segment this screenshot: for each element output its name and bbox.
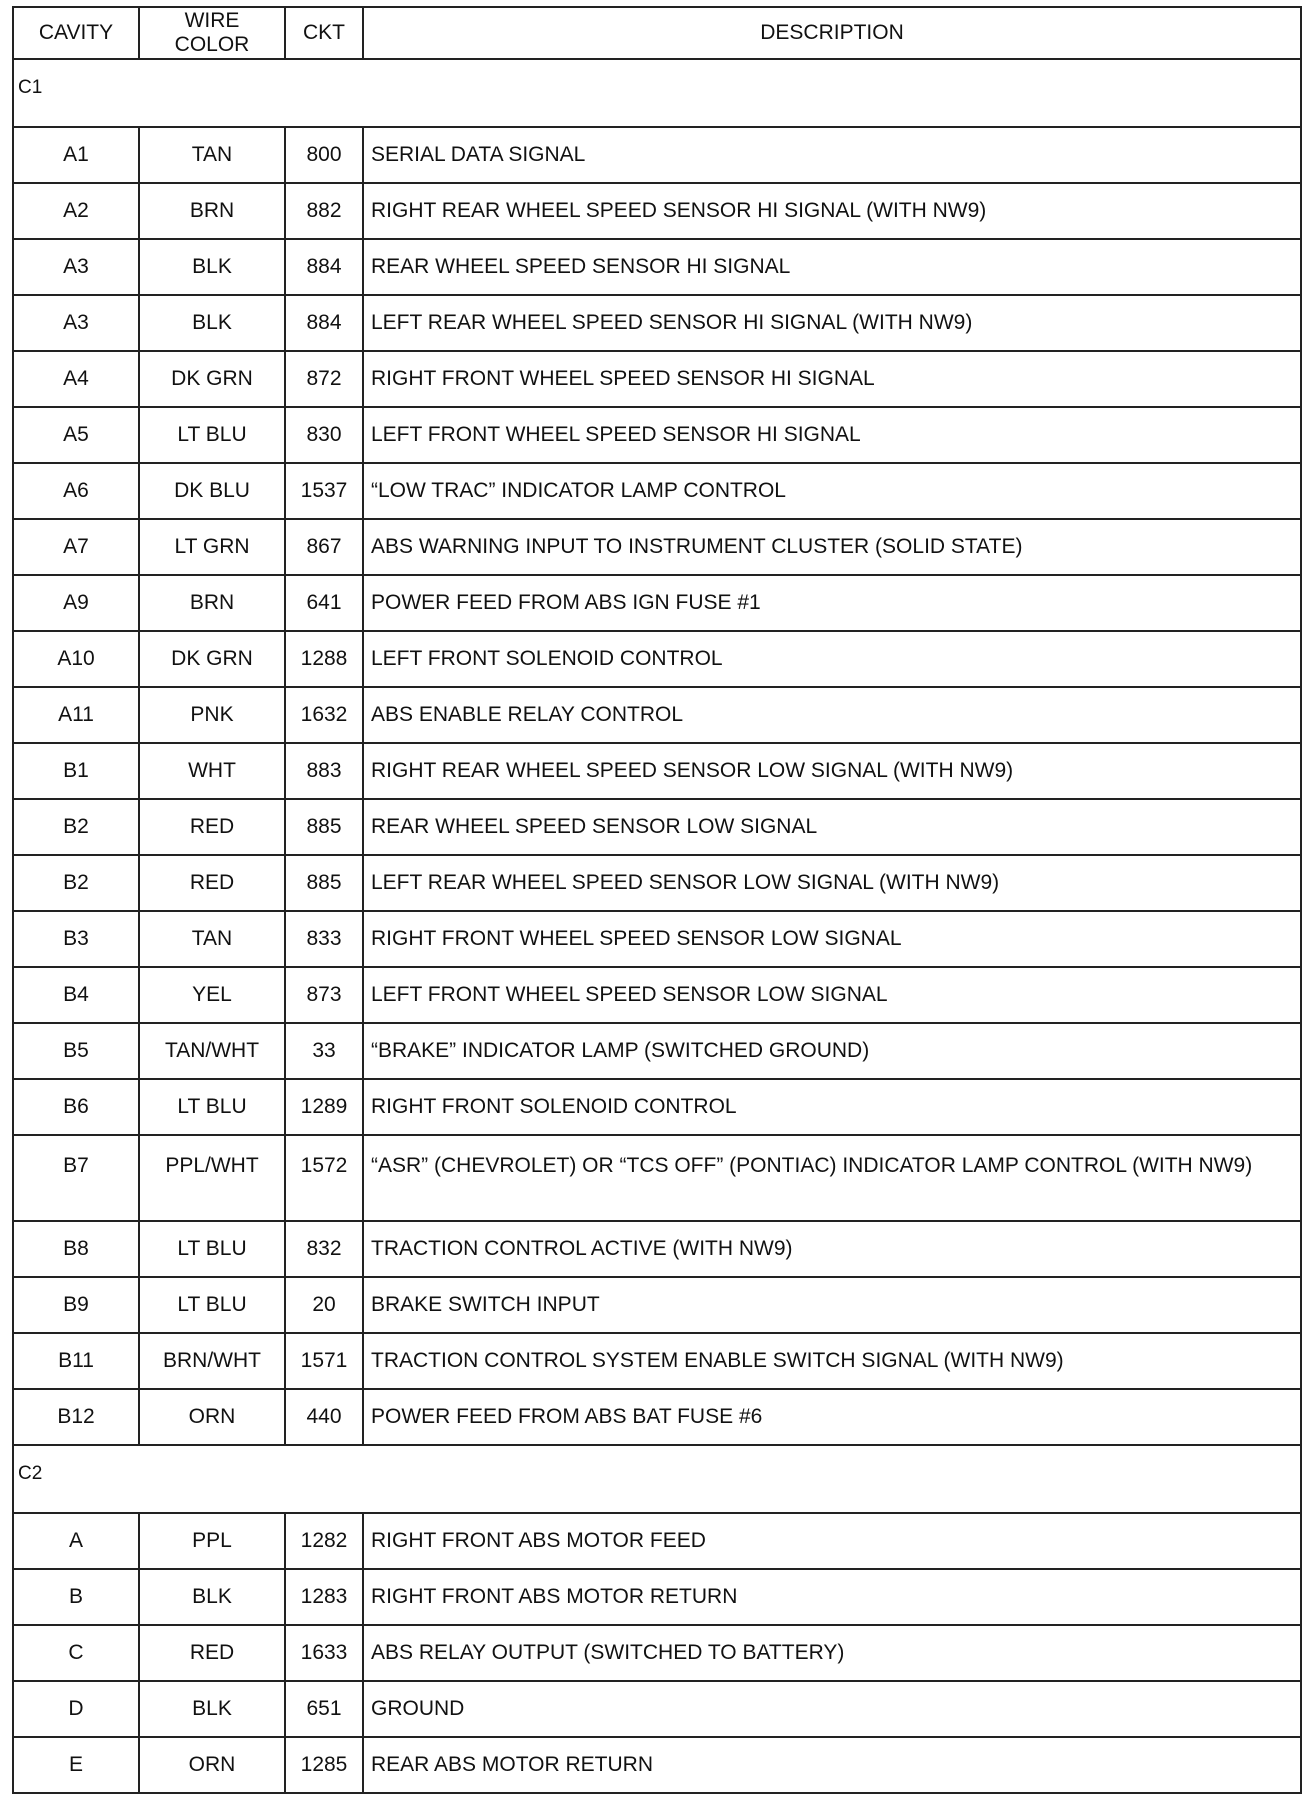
ckt-cell: 1572: [285, 1135, 363, 1221]
cavity-cell: B9: [13, 1277, 139, 1333]
ckt-cell: 1632: [285, 687, 363, 743]
header-row: [13, 7, 1301, 59]
ckt-cell: 1633: [285, 1625, 363, 1681]
wire-color-cell: TAN/WHT: [139, 1023, 285, 1079]
ckt-cell: 1288: [285, 631, 363, 687]
wire-color-cell: LT BLU: [139, 1277, 285, 1333]
table-row: [13, 1681, 1301, 1737]
table-row: [13, 575, 1301, 631]
cavity-cell: B8: [13, 1221, 139, 1277]
wire-color-cell: BRN/WHT: [139, 1333, 285, 1389]
description-cell: RIGHT REAR WHEEL SPEED SENSOR HI SIGNAL (WITH NW9): [363, 183, 1301, 239]
cavity-cell: A5: [13, 407, 139, 463]
table-row: [13, 631, 1301, 687]
description-cell: LEFT FRONT SOLENOID CONTROL: [363, 631, 1301, 687]
header-cavity: CAVITY: [13, 7, 139, 59]
connector-pinout-table: [12, 6, 1302, 1794]
table-row: [13, 1737, 1301, 1793]
description-cell: ABS ENABLE RELAY CONTROL: [363, 687, 1301, 743]
ckt-cell: 867: [285, 519, 363, 575]
cavity-cell: A2: [13, 183, 139, 239]
description-cell: TRACTION CONTROL SYSTEM ENABLE SWITCH SIGNAL (WITH NW9): [363, 1333, 1301, 1389]
ckt-cell: 1571: [285, 1333, 363, 1389]
ckt-cell: 833: [285, 911, 363, 967]
description-cell: “LOW TRAC” INDICATOR LAMP CONTROL: [363, 463, 1301, 519]
table-row: [13, 687, 1301, 743]
table-row: [13, 1333, 1301, 1389]
description-cell: ABS WARNING INPUT TO INSTRUMENT CLUSTER (SOLID STATE): [363, 519, 1301, 575]
connector-table-document: [12, 6, 1300, 1794]
ckt-cell: 885: [285, 799, 363, 855]
ckt-cell: 883: [285, 743, 363, 799]
table-row: [13, 519, 1301, 575]
wire-color-cell: BRN: [139, 575, 285, 631]
section-row: [13, 59, 1301, 127]
table-row: [13, 855, 1301, 911]
wire-color-cell: TAN: [139, 911, 285, 967]
description-cell: REAR ABS MOTOR RETURN: [363, 1737, 1301, 1793]
description-cell: “ASR” (CHEVROLET) OR “TCS OFF” (PONTIAC) INDICATOR LAMP CONTROL (WITH NW9): [363, 1135, 1301, 1221]
cavity-cell: B12: [13, 1389, 139, 1445]
cavity-cell: B4: [13, 967, 139, 1023]
ckt-cell: 1283: [285, 1569, 363, 1625]
cavity-cell: B: [13, 1569, 139, 1625]
cavity-cell: B2: [13, 799, 139, 855]
cavity-cell: D: [13, 1681, 139, 1737]
description-cell: “BRAKE” INDICATOR LAMP (SWITCHED GROUND): [363, 1023, 1301, 1079]
wire-color-cell: BLK: [139, 1681, 285, 1737]
description-cell: LEFT FRONT WHEEL SPEED SENSOR HI SIGNAL: [363, 407, 1301, 463]
wire-color-cell: BRN: [139, 183, 285, 239]
table-row: [13, 1569, 1301, 1625]
ckt-cell: 641: [285, 575, 363, 631]
section-label: C2: [13, 1445, 1301, 1513]
description-cell: LEFT REAR WHEEL SPEED SENSOR HI SIGNAL (WITH NW9): [363, 295, 1301, 351]
table-row: [13, 239, 1301, 295]
description-cell: RIGHT FRONT ABS MOTOR FEED: [363, 1513, 1301, 1569]
table-row: [13, 799, 1301, 855]
wire-color-cell: LT BLU: [139, 1221, 285, 1277]
table-row: [13, 351, 1301, 407]
ckt-cell: 651: [285, 1681, 363, 1737]
cavity-cell: A4: [13, 351, 139, 407]
ckt-cell: 800: [285, 127, 363, 183]
description-cell: ABS RELAY OUTPUT (SWITCHED TO BATTERY): [363, 1625, 1301, 1681]
table-row: [13, 1079, 1301, 1135]
table-row: [13, 1513, 1301, 1569]
table-row: [13, 1625, 1301, 1681]
cavity-cell: B11: [13, 1333, 139, 1389]
cavity-cell: E: [13, 1737, 139, 1793]
table-row: [13, 183, 1301, 239]
description-cell: SERIAL DATA SIGNAL: [363, 127, 1301, 183]
description-cell: RIGHT FRONT SOLENOID CONTROL: [363, 1079, 1301, 1135]
ckt-cell: 830: [285, 407, 363, 463]
wire-color-cell: PNK: [139, 687, 285, 743]
description-cell: BRAKE SWITCH INPUT: [363, 1277, 1301, 1333]
cavity-cell: A11: [13, 687, 139, 743]
description-cell: POWER FEED FROM ABS BAT FUSE #6: [363, 1389, 1301, 1445]
section-label: C1: [13, 59, 1301, 127]
ckt-cell: 20: [285, 1277, 363, 1333]
cavity-cell: A9: [13, 575, 139, 631]
description-cell: REAR WHEEL SPEED SENSOR LOW SIGNAL: [363, 799, 1301, 855]
ckt-cell: 884: [285, 239, 363, 295]
table-row: [13, 407, 1301, 463]
description-cell: TRACTION CONTROL ACTIVE (WITH NW9): [363, 1221, 1301, 1277]
wire-color-cell: DK GRN: [139, 631, 285, 687]
wire-color-cell: PPL: [139, 1513, 285, 1569]
description-cell: POWER FEED FROM ABS IGN FUSE #1: [363, 575, 1301, 631]
description-cell: RIGHT REAR WHEEL SPEED SENSOR LOW SIGNAL (WITH NW9): [363, 743, 1301, 799]
wire-color-cell: YEL: [139, 967, 285, 1023]
ckt-cell: 832: [285, 1221, 363, 1277]
table-row: [13, 1135, 1301, 1221]
table-row: [13, 967, 1301, 1023]
wire-color-cell: DK BLU: [139, 463, 285, 519]
ckt-cell: 872: [285, 351, 363, 407]
wire-color-cell: RED: [139, 799, 285, 855]
wire-color-cell: TAN: [139, 127, 285, 183]
cavity-cell: A3: [13, 295, 139, 351]
cavity-cell: A7: [13, 519, 139, 575]
table-row: [13, 295, 1301, 351]
header-description: DESCRIPTION: [363, 7, 1301, 59]
section-row: [13, 1445, 1301, 1513]
description-cell: REAR WHEEL SPEED SENSOR HI SIGNAL: [363, 239, 1301, 295]
wire-color-cell: BLK: [139, 239, 285, 295]
description-cell: RIGHT FRONT WHEEL SPEED SENSOR LOW SIGNAL: [363, 911, 1301, 967]
table-body: [13, 7, 1301, 1793]
ckt-cell: 440: [285, 1389, 363, 1445]
wire-color-cell: DK GRN: [139, 351, 285, 407]
ckt-cell: 873: [285, 967, 363, 1023]
header-ckt: CKT: [285, 7, 363, 59]
table-row: [13, 1023, 1301, 1079]
wire-color-cell: PPL/WHT: [139, 1135, 285, 1221]
ckt-cell: 882: [285, 183, 363, 239]
table-row: [13, 127, 1301, 183]
wire-color-cell: WHT: [139, 743, 285, 799]
description-cell: GROUND: [363, 1681, 1301, 1737]
wire-color-cell: BLK: [139, 1569, 285, 1625]
description-cell: LEFT FRONT WHEEL SPEED SENSOR LOW SIGNAL: [363, 967, 1301, 1023]
header-wire-color: WIRE COLOR: [139, 7, 285, 59]
wire-color-cell: LT BLU: [139, 1079, 285, 1135]
table-row: [13, 1221, 1301, 1277]
description-cell: LEFT REAR WHEEL SPEED SENSOR LOW SIGNAL (WITH NW9): [363, 855, 1301, 911]
cavity-cell: A: [13, 1513, 139, 1569]
wire-color-cell: RED: [139, 855, 285, 911]
cavity-cell: B1: [13, 743, 139, 799]
cavity-cell: B5: [13, 1023, 139, 1079]
ckt-cell: 1537: [285, 463, 363, 519]
cavity-cell: A6: [13, 463, 139, 519]
wire-color-cell: LT GRN: [139, 519, 285, 575]
cavity-cell: B3: [13, 911, 139, 967]
ckt-cell: 1289: [285, 1079, 363, 1135]
cavity-cell: B6: [13, 1079, 139, 1135]
wire-color-cell: LT BLU: [139, 407, 285, 463]
wire-color-cell: ORN: [139, 1389, 285, 1445]
description-cell: RIGHT FRONT ABS MOTOR RETURN: [363, 1569, 1301, 1625]
cavity-cell: B2: [13, 855, 139, 911]
table-row: [13, 1389, 1301, 1445]
description-cell: RIGHT FRONT WHEEL SPEED SENSOR HI SIGNAL: [363, 351, 1301, 407]
table-row: [13, 463, 1301, 519]
cavity-cell: C: [13, 1625, 139, 1681]
ckt-cell: 884: [285, 295, 363, 351]
wire-color-cell: BLK: [139, 295, 285, 351]
ckt-cell: 1282: [285, 1513, 363, 1569]
ckt-cell: 33: [285, 1023, 363, 1079]
ckt-cell: 1285: [285, 1737, 363, 1793]
table-row: [13, 743, 1301, 799]
wire-color-cell: ORN: [139, 1737, 285, 1793]
cavity-cell: A1: [13, 127, 139, 183]
cavity-cell: A10: [13, 631, 139, 687]
cavity-cell: A3: [13, 239, 139, 295]
wire-color-cell: RED: [139, 1625, 285, 1681]
table-row: [13, 911, 1301, 967]
ckt-cell: 885: [285, 855, 363, 911]
cavity-cell: B7: [13, 1135, 139, 1221]
table-row: [13, 1277, 1301, 1333]
